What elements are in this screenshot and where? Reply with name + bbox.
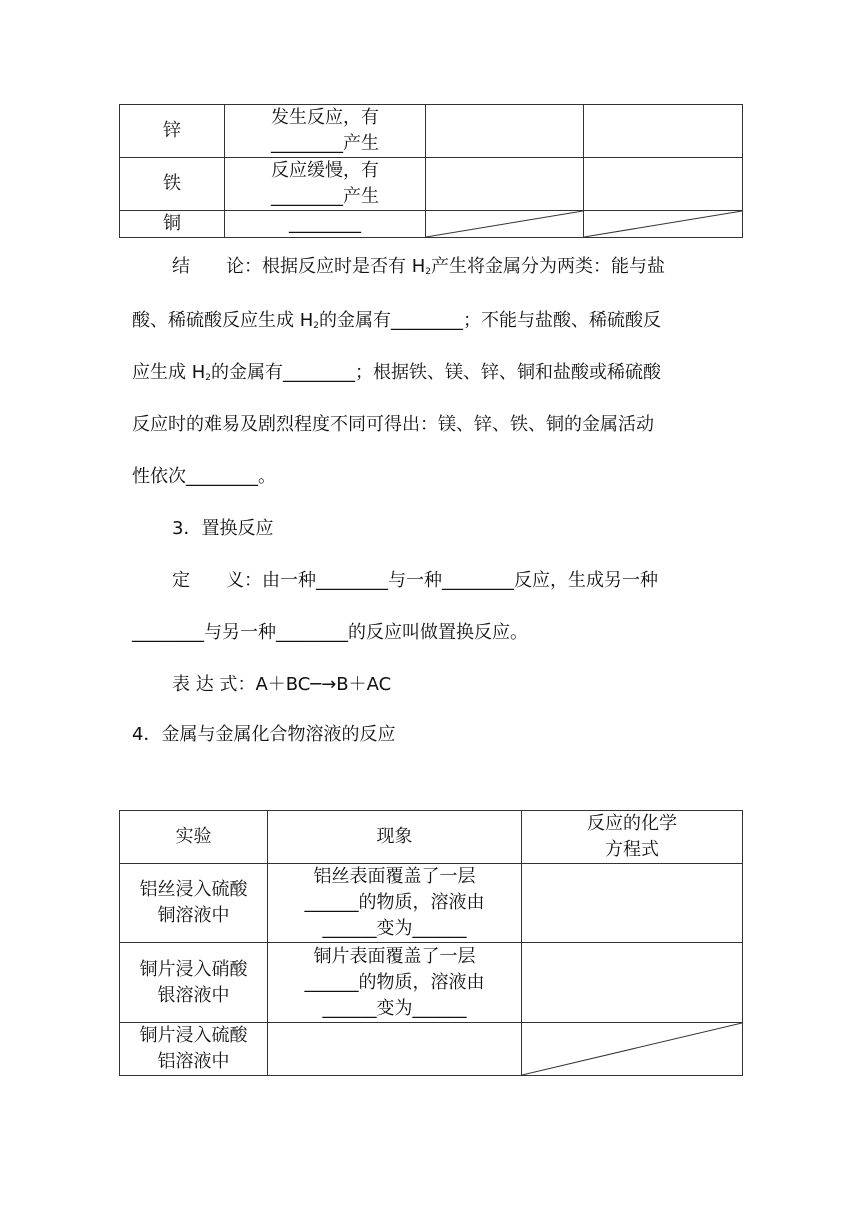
header-phenomenon: 现象 (268, 811, 522, 864)
metal-cell: 铜 (120, 211, 225, 238)
metal-acid-table (119, 104, 743, 238)
conclusion-line-1: 结 论：根据反应时是否有 $H_2$产生将金属分为两类：能与盐 (172, 256, 665, 277)
phenomenon-cell (225, 105, 426, 158)
table-row (120, 943, 743, 1023)
table-row (120, 1023, 743, 1076)
diagonal-line (584, 211, 742, 237)
phenomenon-line: 发生反应，有 (271, 107, 379, 128)
definition-line-1: 定 义：由一种________与一种________反应，生成另一种 (172, 570, 658, 591)
phenomenon-line: ________产生 (271, 186, 379, 207)
table-row (120, 158, 743, 211)
blank-cell (522, 943, 743, 1023)
metal-cell: 锌 (120, 105, 225, 158)
phenomenon-cell: 铝丝表面覆盖了一层 ______的物质，溶液由 ______变为______ (268, 864, 522, 943)
header-equation: 反应的化学 方程式 (522, 811, 743, 864)
section-4-heading: 4．金属与金属化合物溶液的反应 (132, 724, 396, 745)
struck-cell (584, 211, 743, 238)
phenomenon-cell: ________ (225, 211, 426, 238)
table-row (120, 211, 743, 238)
expression-formula: A＋BC─→B＋AC (255, 674, 392, 695)
expression-line (172, 672, 772, 698)
diagonal-line (426, 211, 583, 237)
metal-cell: 铁 (120, 158, 225, 211)
blank-cell (426, 158, 584, 211)
experiment-cell: 铝丝浸入硫酸 铜溶液中 (120, 864, 268, 943)
definition-label: 定 义： (172, 570, 262, 591)
conclusion-line-3: 应生成 $H_2$的金属有________；根据铁、镁、锌、铜和盐酸或稀硫酸 (132, 362, 661, 383)
table-row (120, 105, 743, 158)
table-header-row (120, 811, 743, 864)
phenomenon-line: 反应缓慢，有 (271, 160, 379, 181)
header-experiment: 实验 (120, 811, 268, 864)
phenomenon-cell: 铜片表面覆盖了一层 ______的物质，溶液由 ______变为______ (268, 943, 522, 1023)
blank-cell (584, 158, 743, 211)
experiment-cell: 铜片浸入硫酸 铝溶液中 (120, 1023, 268, 1076)
experiment-cell: 铜片浸入硝酸 银溶液中 (120, 943, 268, 1023)
section-3-heading: 3．置换反应 (172, 518, 274, 539)
struck-cell (522, 1023, 743, 1076)
conclusion-line-5: 性依次________。 (132, 466, 276, 487)
definition-line-2: ________与另一种________的反应叫做置换反应。 (132, 622, 528, 643)
conclusion-label: 结 论： (172, 256, 262, 277)
metal-solution-table (119, 810, 743, 1076)
phenomenon-cell (225, 158, 426, 211)
blank-cell (268, 1023, 522, 1076)
struck-cell (426, 211, 584, 238)
blank-cell (426, 105, 584, 158)
expression-label: 表 达 式： (172, 674, 256, 695)
conclusion-line-4: 反应时的难易及剧烈程度不同可得出：镁、锌、铁、铜的金属活动 (132, 414, 654, 435)
table-row (120, 864, 743, 943)
phenomenon-line: ________产生 (271, 133, 379, 154)
blank-cell (584, 105, 743, 158)
diagonal-line (522, 1023, 742, 1075)
blank-cell (522, 864, 743, 943)
conclusion-line-2: 酸、稀硫酸反应生成 $H_2$的金属有________；不能与盐酸、稀硫酸反 (132, 310, 661, 331)
